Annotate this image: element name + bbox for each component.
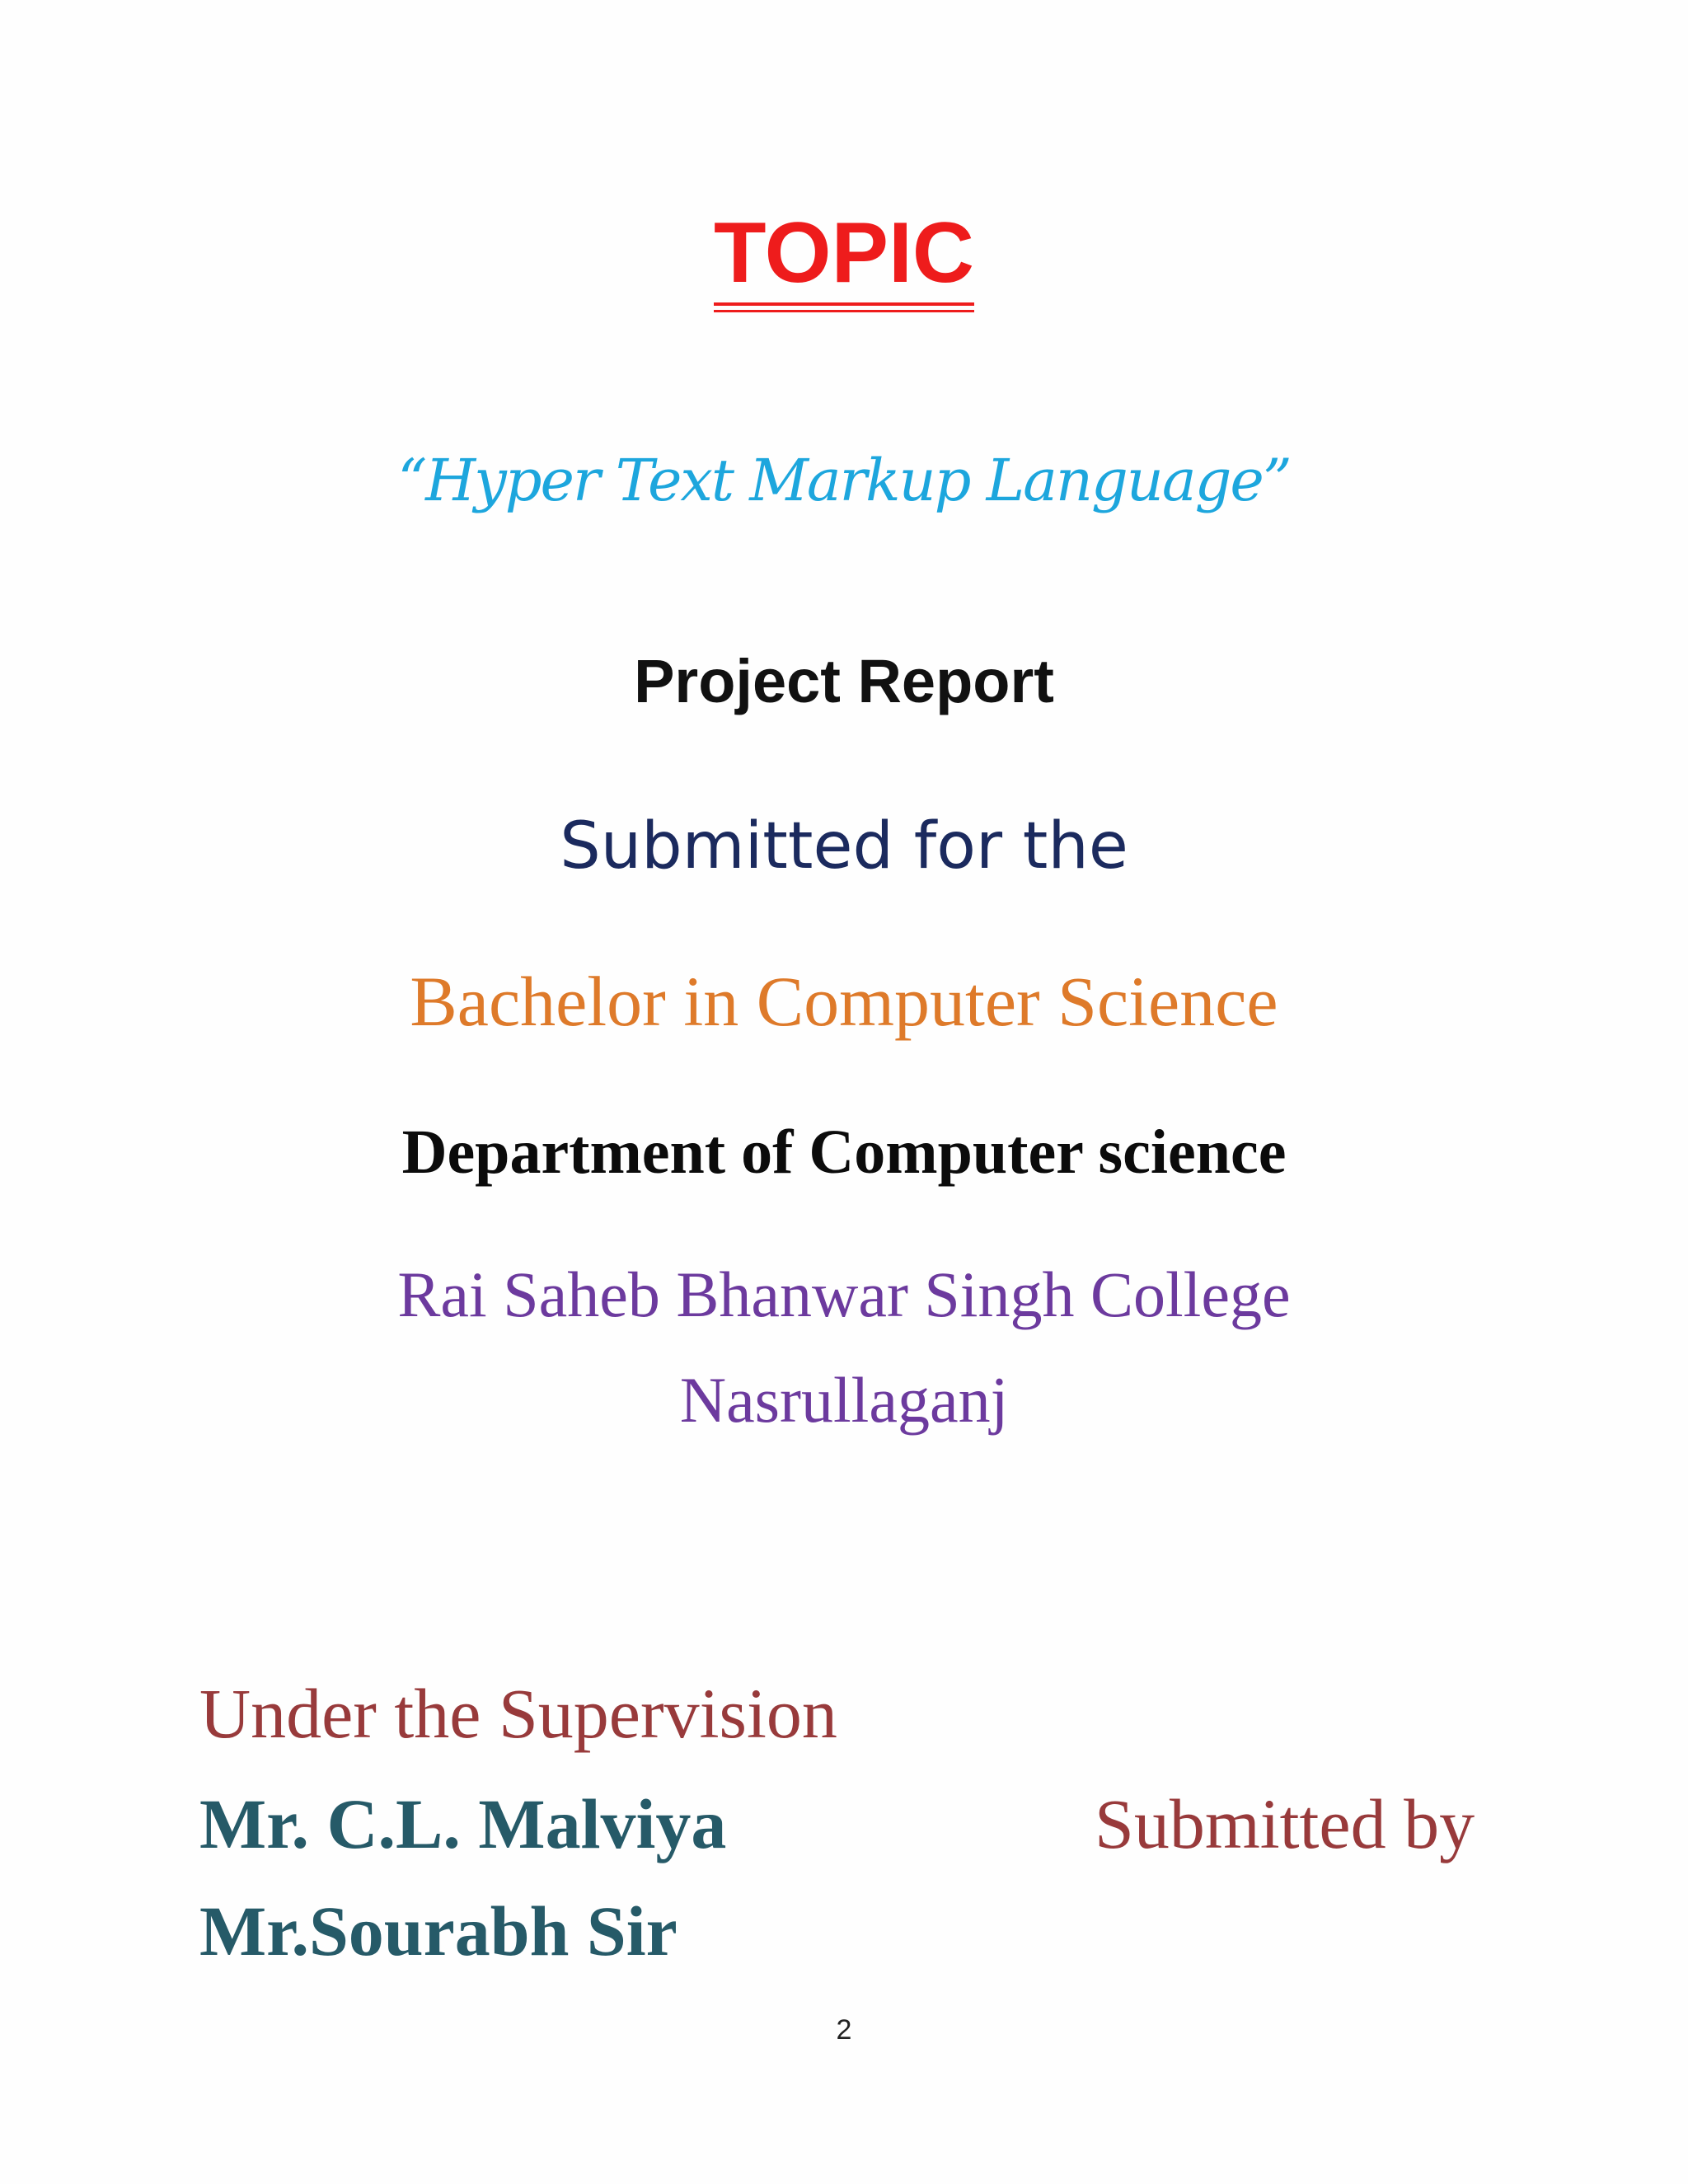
supervision-label: Under the Supervision xyxy=(199,1674,837,1753)
supervisor-name: Mr. C.L. Malviya xyxy=(199,1784,727,1863)
department-name: Department of Computer science xyxy=(401,1118,1287,1187)
submitted-by-label: Submitted by xyxy=(1095,1784,1475,1863)
page-number: 2 xyxy=(836,2014,852,2046)
degree-name: Bachelor in Computer Science xyxy=(410,962,1278,1041)
submitted-for-text: Submitted for the xyxy=(560,809,1128,883)
subject-title: “Hyper Text Markup Language” xyxy=(397,447,1291,514)
topic-heading xyxy=(0,205,1688,306)
report-type: Project Report xyxy=(634,647,1054,715)
college-city: Nasrullaganj xyxy=(679,1364,1009,1436)
supervisor-name: Mr.Sourabh Sir xyxy=(199,1891,678,1971)
college-name: Rai Saheb Bhanwar Singh College xyxy=(397,1258,1291,1330)
topic-heading-text: TOPIC xyxy=(714,210,974,306)
